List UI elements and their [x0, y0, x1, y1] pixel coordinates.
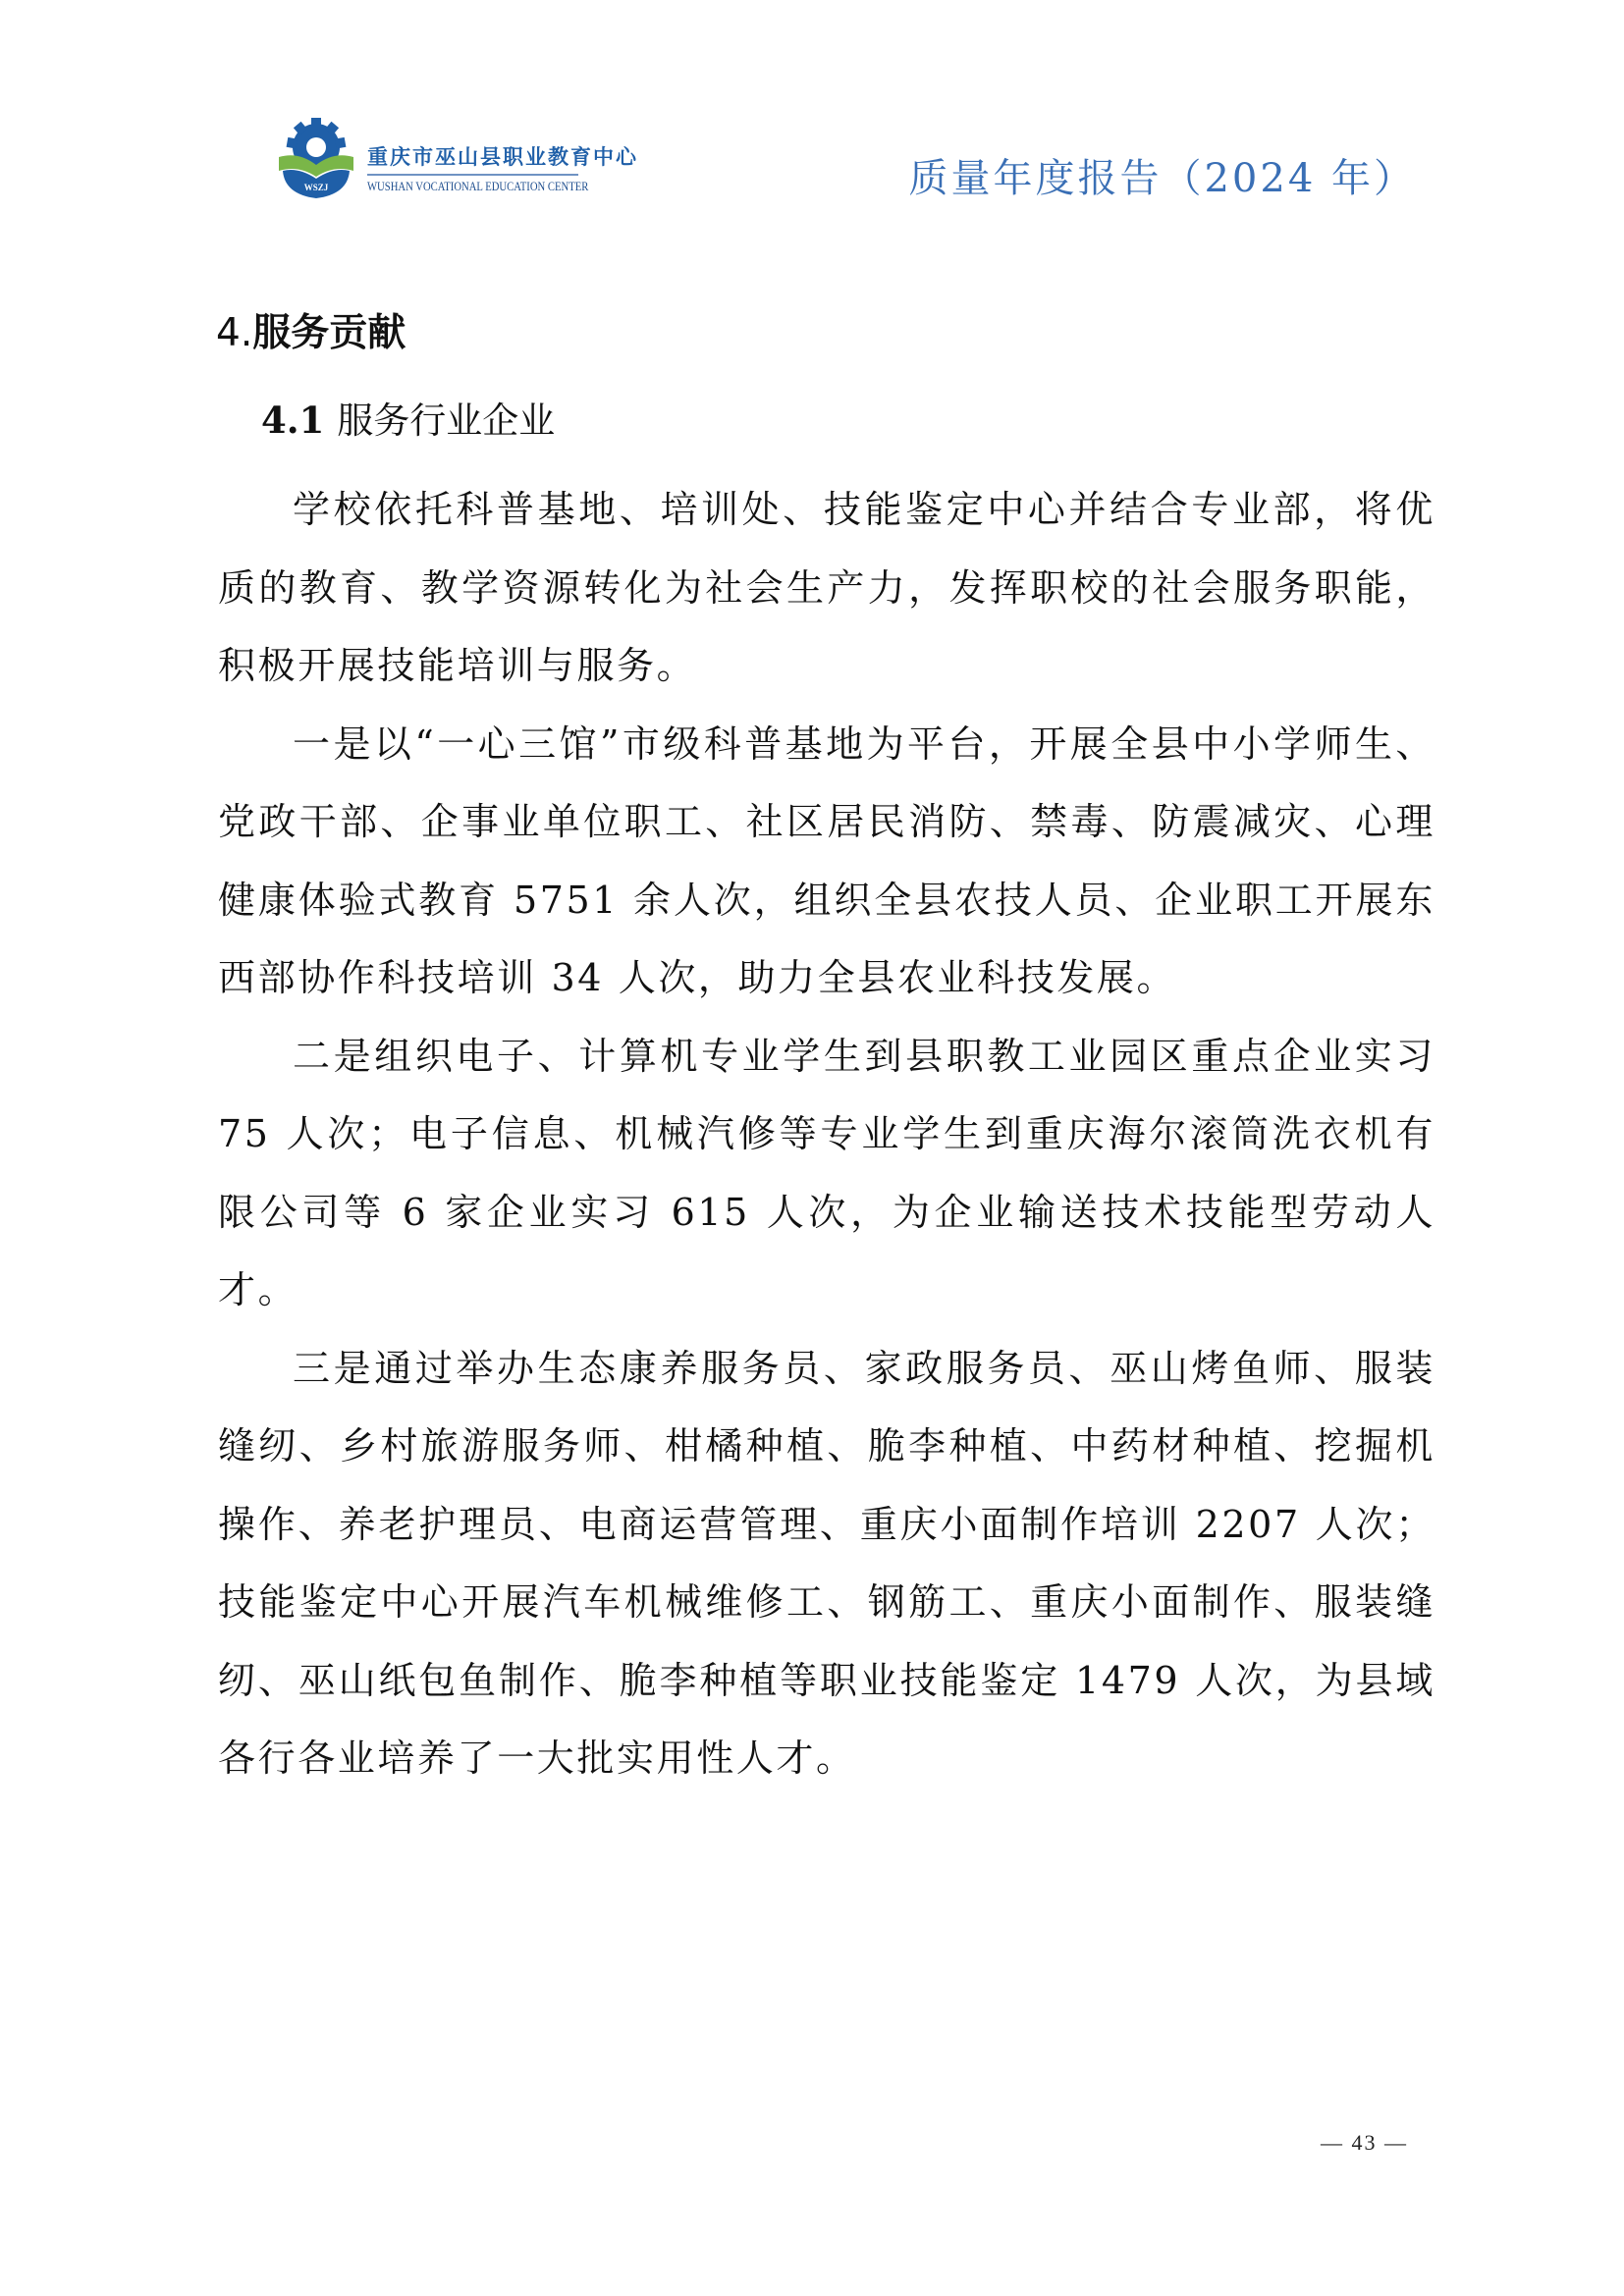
svg-text:WSZJ: WSZJ	[303, 183, 329, 192]
paragraph-three: 三是通过举办生态康养服务员、家政服务员、巫山烤鱼师、服装缝纫、乡村旅游服务师、柑橘种植、脆李种植、中药材种植、挖掘机操作、养老护理员、电商运营管理、重庆小面制作培训 2207 人次；技能鉴定中心开展汽车机械维修工、钢筋工、重庆小面制作、服装缝纫、巫山纸包鱼制作、脆李种植等职业技能鉴定 1479 人次，为县域各行各业培养了一大批实用性人才。	[218, 1346, 1435, 1780]
section-title-text: 服务贡献	[252, 311, 406, 355]
paragraph-one: 一是以“一心三馆”市级科普基地为平台，开展全县中小学师生、党政干部、企事业单位职工、社区居民消防、禁毒、防震减灾、心理健康体验式教育 5751 余人次，组织全县农技人员、企业职工开展东西部协作科技培训 34 人次，助力全县农业科技发展。	[218, 721, 1435, 999]
subsection-heading	[261, 391, 555, 444]
subsection-number: 4.1	[261, 399, 325, 442]
paragraph-intro: 学校依托科普基地、培训处、技能鉴定中心并结合专业部，将优质的教育、教学资源转化为社会生产力，发挥职校的社会服务职能，积极开展技能培训与服务。	[218, 488, 1435, 687]
subsection-title-text: 服务行业企业	[337, 400, 556, 442]
gear-book-emblem-icon	[273, 114, 359, 200]
school-name-cn: 重庆市巫山县职业教育中心	[367, 145, 638, 169]
logo-divider	[367, 174, 578, 176]
section-heading	[216, 302, 406, 357]
paragraph-two: 二是组织电子、计算机专业学生到县职教工业园区重点企业实习 75 人次；电子信息、机械汽修等专业学生到重庆海尔滚筒洗衣机有限公司等 6 家企业实习 615 人次，为企业输送技术技能型劳动人才。	[218, 1034, 1435, 1311]
school-logo	[273, 114, 638, 202]
section-number: 4.	[216, 311, 253, 355]
page-header	[0, 0, 1624, 216]
body-text	[218, 471, 1435, 1798]
school-name-en: WUSHAN VOCATIONAL EDUCATION CENTER	[367, 179, 589, 193]
report-title: 质量年度报告（2024 年）	[908, 156, 1416, 201]
page-number: — 43 —	[1321, 2130, 1408, 2155]
